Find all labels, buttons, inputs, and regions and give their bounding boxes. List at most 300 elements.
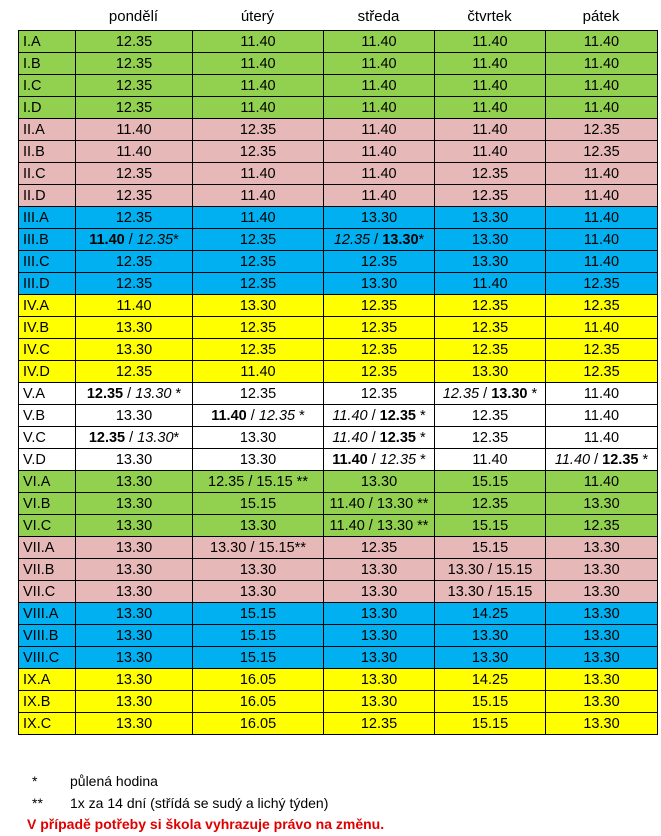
time-cell [435, 317, 546, 339]
time-text: 12.35 [360, 297, 398, 314]
time-cell [76, 383, 193, 405]
time-text: 12.35 [583, 363, 620, 380]
time-text: 13.30 [115, 605, 153, 622]
time-cell [546, 163, 658, 185]
time-text: 13.30 [115, 473, 153, 490]
time-text: 11.40 [116, 143, 152, 160]
time-text: 11.40 [583, 165, 620, 182]
time-text: 11.40 [472, 77, 508, 94]
schedule-row [19, 449, 658, 471]
time-text: 13.30 [115, 671, 153, 688]
class-name-cell: III.D [19, 273, 76, 295]
time-text: 11.40 [583, 429, 620, 446]
schedule-row [19, 229, 658, 251]
time-cell [546, 53, 658, 75]
time-cell [435, 339, 546, 361]
time-cell [435, 493, 546, 515]
time-cell [193, 317, 324, 339]
schedule-row [19, 581, 658, 603]
time-text: * [415, 429, 426, 446]
time-text: 15.15 [471, 539, 509, 556]
time-cell [193, 713, 324, 735]
time-cell [324, 581, 435, 603]
time-text: 12.35 [136, 231, 174, 248]
time-text: 13.30 [115, 319, 153, 336]
time-text: 13.30 [239, 583, 277, 600]
time-text: 11.40 [554, 451, 591, 468]
time-text: 13.30 [360, 473, 398, 490]
time-cell [76, 515, 193, 537]
class-name-cell: IV.A [19, 295, 76, 317]
time-text: 13.30 [583, 583, 620, 600]
time-cell [76, 603, 193, 625]
time-text: 12.35 [471, 319, 509, 336]
time-cell [76, 405, 193, 427]
time-cell [546, 361, 658, 383]
change-notice: V případě potřeby si škola vyhrazuje právo na změnu. [27, 816, 385, 832]
time-text: 11.40 [583, 253, 620, 270]
time-text: 12.35 [239, 275, 277, 292]
time-text: 11.40 [583, 209, 620, 226]
time-cell [193, 537, 324, 559]
time-cell [435, 449, 546, 471]
time-text: 12.35 [360, 253, 398, 270]
time-text: 11.40 [211, 407, 247, 424]
time-text: 11.40 / 13.30 ** [329, 517, 429, 534]
time-text: 15.15 [471, 473, 509, 490]
schedule-row [19, 471, 658, 493]
time-cell [76, 559, 193, 581]
time-cell [324, 647, 435, 669]
time-text: 11.40 [472, 275, 508, 292]
time-cell [193, 625, 324, 647]
time-text: 13.30 [491, 385, 528, 402]
time-text: 13.30 / 15.15 [447, 561, 533, 578]
time-text: / [590, 451, 603, 468]
time-cell [193, 53, 324, 75]
time-cell [193, 669, 324, 691]
time-text: 13.30 [360, 583, 398, 600]
time-cell [76, 141, 193, 163]
time-text: 12.35 [115, 99, 153, 116]
time-cell [546, 471, 658, 493]
schedule-row [19, 713, 658, 735]
time-cell [435, 559, 546, 581]
time-text: 12.35 [379, 451, 417, 468]
time-cell [324, 559, 435, 581]
time-cell [546, 273, 658, 295]
time-cell [324, 537, 435, 559]
time-text: 11.40 [472, 121, 508, 138]
time-text: 12.35 [115, 253, 153, 270]
time-text: 11.40 [240, 77, 276, 94]
time-text: 13.30 [239, 297, 277, 314]
time-text: 11.40 [583, 33, 620, 50]
time-cell [76, 295, 193, 317]
time-text: 11.40 [361, 77, 397, 94]
time-cell [324, 119, 435, 141]
time-text: 14.25 [471, 671, 509, 688]
time-cell [324, 383, 435, 405]
time-text: / [125, 429, 138, 446]
time-cell [435, 515, 546, 537]
time-text: 12.35 [583, 297, 620, 314]
class-name-cell: IV.D [19, 361, 76, 383]
time-text: 13.30 [239, 517, 277, 534]
time-cell [324, 251, 435, 273]
class-name-cell: VI.B [19, 493, 76, 515]
time-cell [546, 317, 658, 339]
schedule-row [19, 361, 658, 383]
time-text: 12.35 [471, 187, 509, 204]
class-name-cell: I.D [19, 97, 76, 119]
time-text: 11.40 [361, 33, 397, 50]
time-text: 12.35 [333, 231, 371, 248]
schedule-row [19, 691, 658, 713]
time-text: * [416, 451, 426, 468]
time-text: 13.30 [115, 649, 153, 666]
time-cell [76, 713, 193, 735]
time-text: 13.30 [115, 715, 153, 732]
class-name-cell: III.B [19, 229, 76, 251]
time-cell [193, 163, 324, 185]
time-cell [546, 339, 658, 361]
time-cell [546, 405, 658, 427]
time-text: 12.35 [360, 385, 398, 402]
day-header-tuesday: úterý [240, 8, 275, 25]
time-cell [546, 625, 658, 647]
time-cell [76, 251, 193, 273]
time-text: 12.35 [360, 341, 398, 358]
schedule-row [19, 141, 658, 163]
time-text: 12.35 [239, 143, 277, 160]
time-cell [546, 493, 658, 515]
time-text: 11.40 [361, 121, 397, 138]
time-text: 15.15 [471, 693, 509, 710]
time-cell [76, 493, 193, 515]
schedule-row [19, 515, 658, 537]
class-name-cell: I.A [19, 31, 76, 53]
legend-text: 1x za 14 dní (střídá se sudý a lichý týden) [70, 795, 329, 811]
time-text: 12.35 [115, 55, 153, 72]
time-text: 13.30 [360, 275, 398, 292]
time-cell [76, 647, 193, 669]
time-cell [324, 185, 435, 207]
time-cell [435, 537, 546, 559]
time-cell [193, 691, 324, 713]
time-cell [193, 515, 324, 537]
time-text: 13.30 [239, 451, 277, 468]
time-cell [435, 185, 546, 207]
time-cell [76, 229, 193, 251]
time-cell [546, 383, 658, 405]
class-name-cell: VIII.B [19, 625, 76, 647]
schedule-row [19, 295, 658, 317]
time-text: / [370, 231, 383, 248]
time-text: 13.30 [115, 583, 153, 600]
time-text: * [415, 407, 426, 424]
time-text: 13.30 [115, 451, 153, 468]
day-header-monday: pondělí [108, 8, 159, 25]
time-cell [324, 603, 435, 625]
time-cell [546, 185, 658, 207]
time-text: 13.30 [360, 605, 398, 622]
time-text: 12.35 [471, 407, 509, 424]
time-cell [324, 669, 435, 691]
time-text: 13.30 [471, 253, 509, 270]
legend-text: půlená hodina [70, 773, 158, 789]
time-text: 11.40 [240, 209, 276, 226]
schedule-body [19, 31, 658, 735]
time-text: 13.30 [583, 561, 620, 578]
schedule-row [19, 383, 658, 405]
time-text: 15.15 [239, 605, 277, 622]
time-text: 13.30 [471, 209, 509, 226]
schedule-row [19, 339, 658, 361]
time-text: 13.30 [115, 627, 153, 644]
class-name-cell: II.D [19, 185, 76, 207]
time-text: 13.30 [583, 605, 620, 622]
schedule-row [19, 427, 658, 449]
time-text: 13.30 [360, 627, 398, 644]
time-cell [435, 383, 546, 405]
time-text: 12.35 [442, 385, 480, 402]
schedule-row [19, 53, 658, 75]
time-cell [193, 449, 324, 471]
schedule-row [19, 75, 658, 97]
time-text: 12.35 [602, 451, 639, 468]
time-cell [324, 427, 435, 449]
schedule-row [19, 31, 658, 53]
class-name-cell: VIII.A [19, 603, 76, 625]
time-text: 11.40 [472, 99, 508, 116]
time-text: 13.30 [583, 715, 620, 732]
time-cell [193, 273, 324, 295]
schedule-table [18, 30, 658, 735]
time-text: 13.30 [115, 341, 153, 358]
class-name-cell: IX.A [19, 669, 76, 691]
time-text: 13.30 / 15.15** [210, 539, 306, 556]
time-cell [76, 427, 193, 449]
time-cell [546, 295, 658, 317]
time-text: 11.40 [240, 33, 276, 50]
time-cell [324, 163, 435, 185]
time-text: * [173, 429, 180, 446]
time-cell [435, 141, 546, 163]
time-text: 13.30 / 15.15 [447, 583, 533, 600]
time-text: 11.40 / 13.30 ** [329, 495, 429, 512]
time-cell [76, 31, 193, 53]
time-cell [435, 669, 546, 691]
time-cell [546, 427, 658, 449]
time-cell [76, 361, 193, 383]
time-text: 11.40 [361, 143, 397, 160]
time-cell [435, 405, 546, 427]
time-cell [435, 229, 546, 251]
time-text: 13.30 [583, 539, 620, 556]
time-text: 11.40 [583, 473, 620, 490]
time-text: 13.30 [583, 693, 620, 710]
time-text: 12.35 [239, 121, 277, 138]
time-cell [435, 163, 546, 185]
time-text: 12.35 [115, 187, 153, 204]
time-text: 13.30 [583, 671, 620, 688]
time-text: / [367, 429, 380, 446]
time-text: 13.30 [360, 671, 398, 688]
time-cell [193, 75, 324, 97]
time-text: 11.40 [240, 363, 276, 380]
legend-item-biweekly [32, 794, 328, 812]
time-text: / [479, 385, 492, 402]
time-text: 16.05 [239, 693, 277, 710]
day-header-wednesday: středa [357, 8, 400, 25]
time-text: 13.30 [382, 231, 419, 248]
time-text: 11.40 [240, 165, 276, 182]
time-text: 11.40 [361, 165, 397, 182]
time-text: 12.35 [115, 363, 153, 380]
time-cell [324, 713, 435, 735]
time-text: 12.35 [471, 495, 509, 512]
class-name-cell: VII.A [19, 537, 76, 559]
time-cell [76, 273, 193, 295]
time-cell [546, 537, 658, 559]
time-text: 15.15 [239, 649, 277, 666]
time-text: 13.30 [583, 495, 620, 512]
time-text: 13.30 [115, 693, 153, 710]
time-cell [324, 625, 435, 647]
time-cell [435, 647, 546, 669]
time-cell [546, 603, 658, 625]
class-name-cell: IX.B [19, 691, 76, 713]
time-text: 11.40 [583, 407, 620, 424]
schedule-row [19, 119, 658, 141]
time-cell [193, 97, 324, 119]
time-cell [435, 31, 546, 53]
time-cell [435, 691, 546, 713]
time-text: 11.40 [332, 407, 368, 424]
time-text: * [527, 385, 538, 402]
time-text: 11.40 [583, 55, 620, 72]
time-text: 13.30 [115, 517, 153, 534]
time-cell [324, 471, 435, 493]
time-text: 15.15 [239, 627, 277, 644]
class-name-cell: V.D [19, 449, 76, 471]
time-text: 12.35 [360, 363, 398, 380]
time-text: 13.30 [471, 649, 509, 666]
time-text: 11.40 [361, 187, 397, 204]
schedule-row [19, 97, 658, 119]
time-cell [193, 141, 324, 163]
time-text: 13.30 [471, 363, 509, 380]
time-text: 11.40 [116, 121, 152, 138]
schedule-row [19, 537, 658, 559]
time-cell [76, 449, 193, 471]
time-cell [76, 471, 193, 493]
time-text: 11.40 [89, 231, 125, 248]
time-cell [76, 97, 193, 119]
time-text: 15.15 [471, 517, 509, 534]
legend-symbol: * [32, 773, 38, 789]
time-cell [76, 691, 193, 713]
time-text: / [246, 407, 259, 424]
time-text: 16.05 [239, 715, 277, 732]
time-text: 13.30 [583, 649, 620, 666]
time-cell [193, 119, 324, 141]
time-cell [193, 339, 324, 361]
time-cell [324, 97, 435, 119]
class-name-cell: VIII.C [19, 647, 76, 669]
time-text: 13.30 [360, 693, 398, 710]
class-name-cell: VII.C [19, 581, 76, 603]
time-cell [193, 383, 324, 405]
time-cell [546, 691, 658, 713]
time-cell [324, 449, 435, 471]
time-text: 11.40 [361, 55, 397, 72]
time-cell [76, 339, 193, 361]
time-text: 11.40 [583, 231, 620, 248]
time-cell [76, 119, 193, 141]
schedule-row [19, 273, 658, 295]
time-cell [546, 141, 658, 163]
time-cell [324, 691, 435, 713]
time-cell [193, 559, 324, 581]
time-cell [76, 537, 193, 559]
time-text: 11.40 [583, 385, 620, 402]
time-text: 12.35 [86, 385, 124, 402]
time-text: 11.40 [583, 77, 620, 94]
time-text: 12.35 [360, 319, 398, 336]
schedule-row [19, 603, 658, 625]
time-text: 12.35 [239, 341, 277, 358]
class-name-cell: VII.B [19, 559, 76, 581]
time-cell [324, 295, 435, 317]
time-text: 15.15 [471, 715, 509, 732]
time-cell [546, 31, 658, 53]
time-cell [193, 185, 324, 207]
legend-item-half-hour [32, 772, 158, 790]
time-cell [435, 361, 546, 383]
class-name-cell: II.B [19, 141, 76, 163]
time-text: 13.30 [115, 561, 153, 578]
time-cell [435, 251, 546, 273]
schedule-row [19, 647, 658, 669]
time-cell [435, 273, 546, 295]
time-text: 12.35 [583, 143, 620, 160]
time-cell [546, 229, 658, 251]
time-text: 12.35 [360, 715, 398, 732]
time-cell [324, 317, 435, 339]
time-cell [193, 295, 324, 317]
time-cell [435, 581, 546, 603]
time-text: 12.35 [115, 77, 153, 94]
time-text: 12.35 [360, 539, 398, 556]
time-cell [76, 625, 193, 647]
time-cell [435, 75, 546, 97]
class-name-cell: I.B [19, 53, 76, 75]
time-text: 12.35 [115, 209, 153, 226]
schedule-row [19, 163, 658, 185]
class-name-cell: III.A [19, 207, 76, 229]
time-text: 11.40 [240, 55, 276, 72]
time-text: 13.30 [137, 429, 174, 446]
time-text: 11.40 [583, 187, 620, 204]
time-cell [324, 229, 435, 251]
class-name-cell: III.C [19, 251, 76, 273]
schedule-row [19, 625, 658, 647]
class-name-cell: IV.C [19, 339, 76, 361]
time-text: 11.40 [240, 187, 276, 204]
header-spacer [18, 7, 75, 27]
